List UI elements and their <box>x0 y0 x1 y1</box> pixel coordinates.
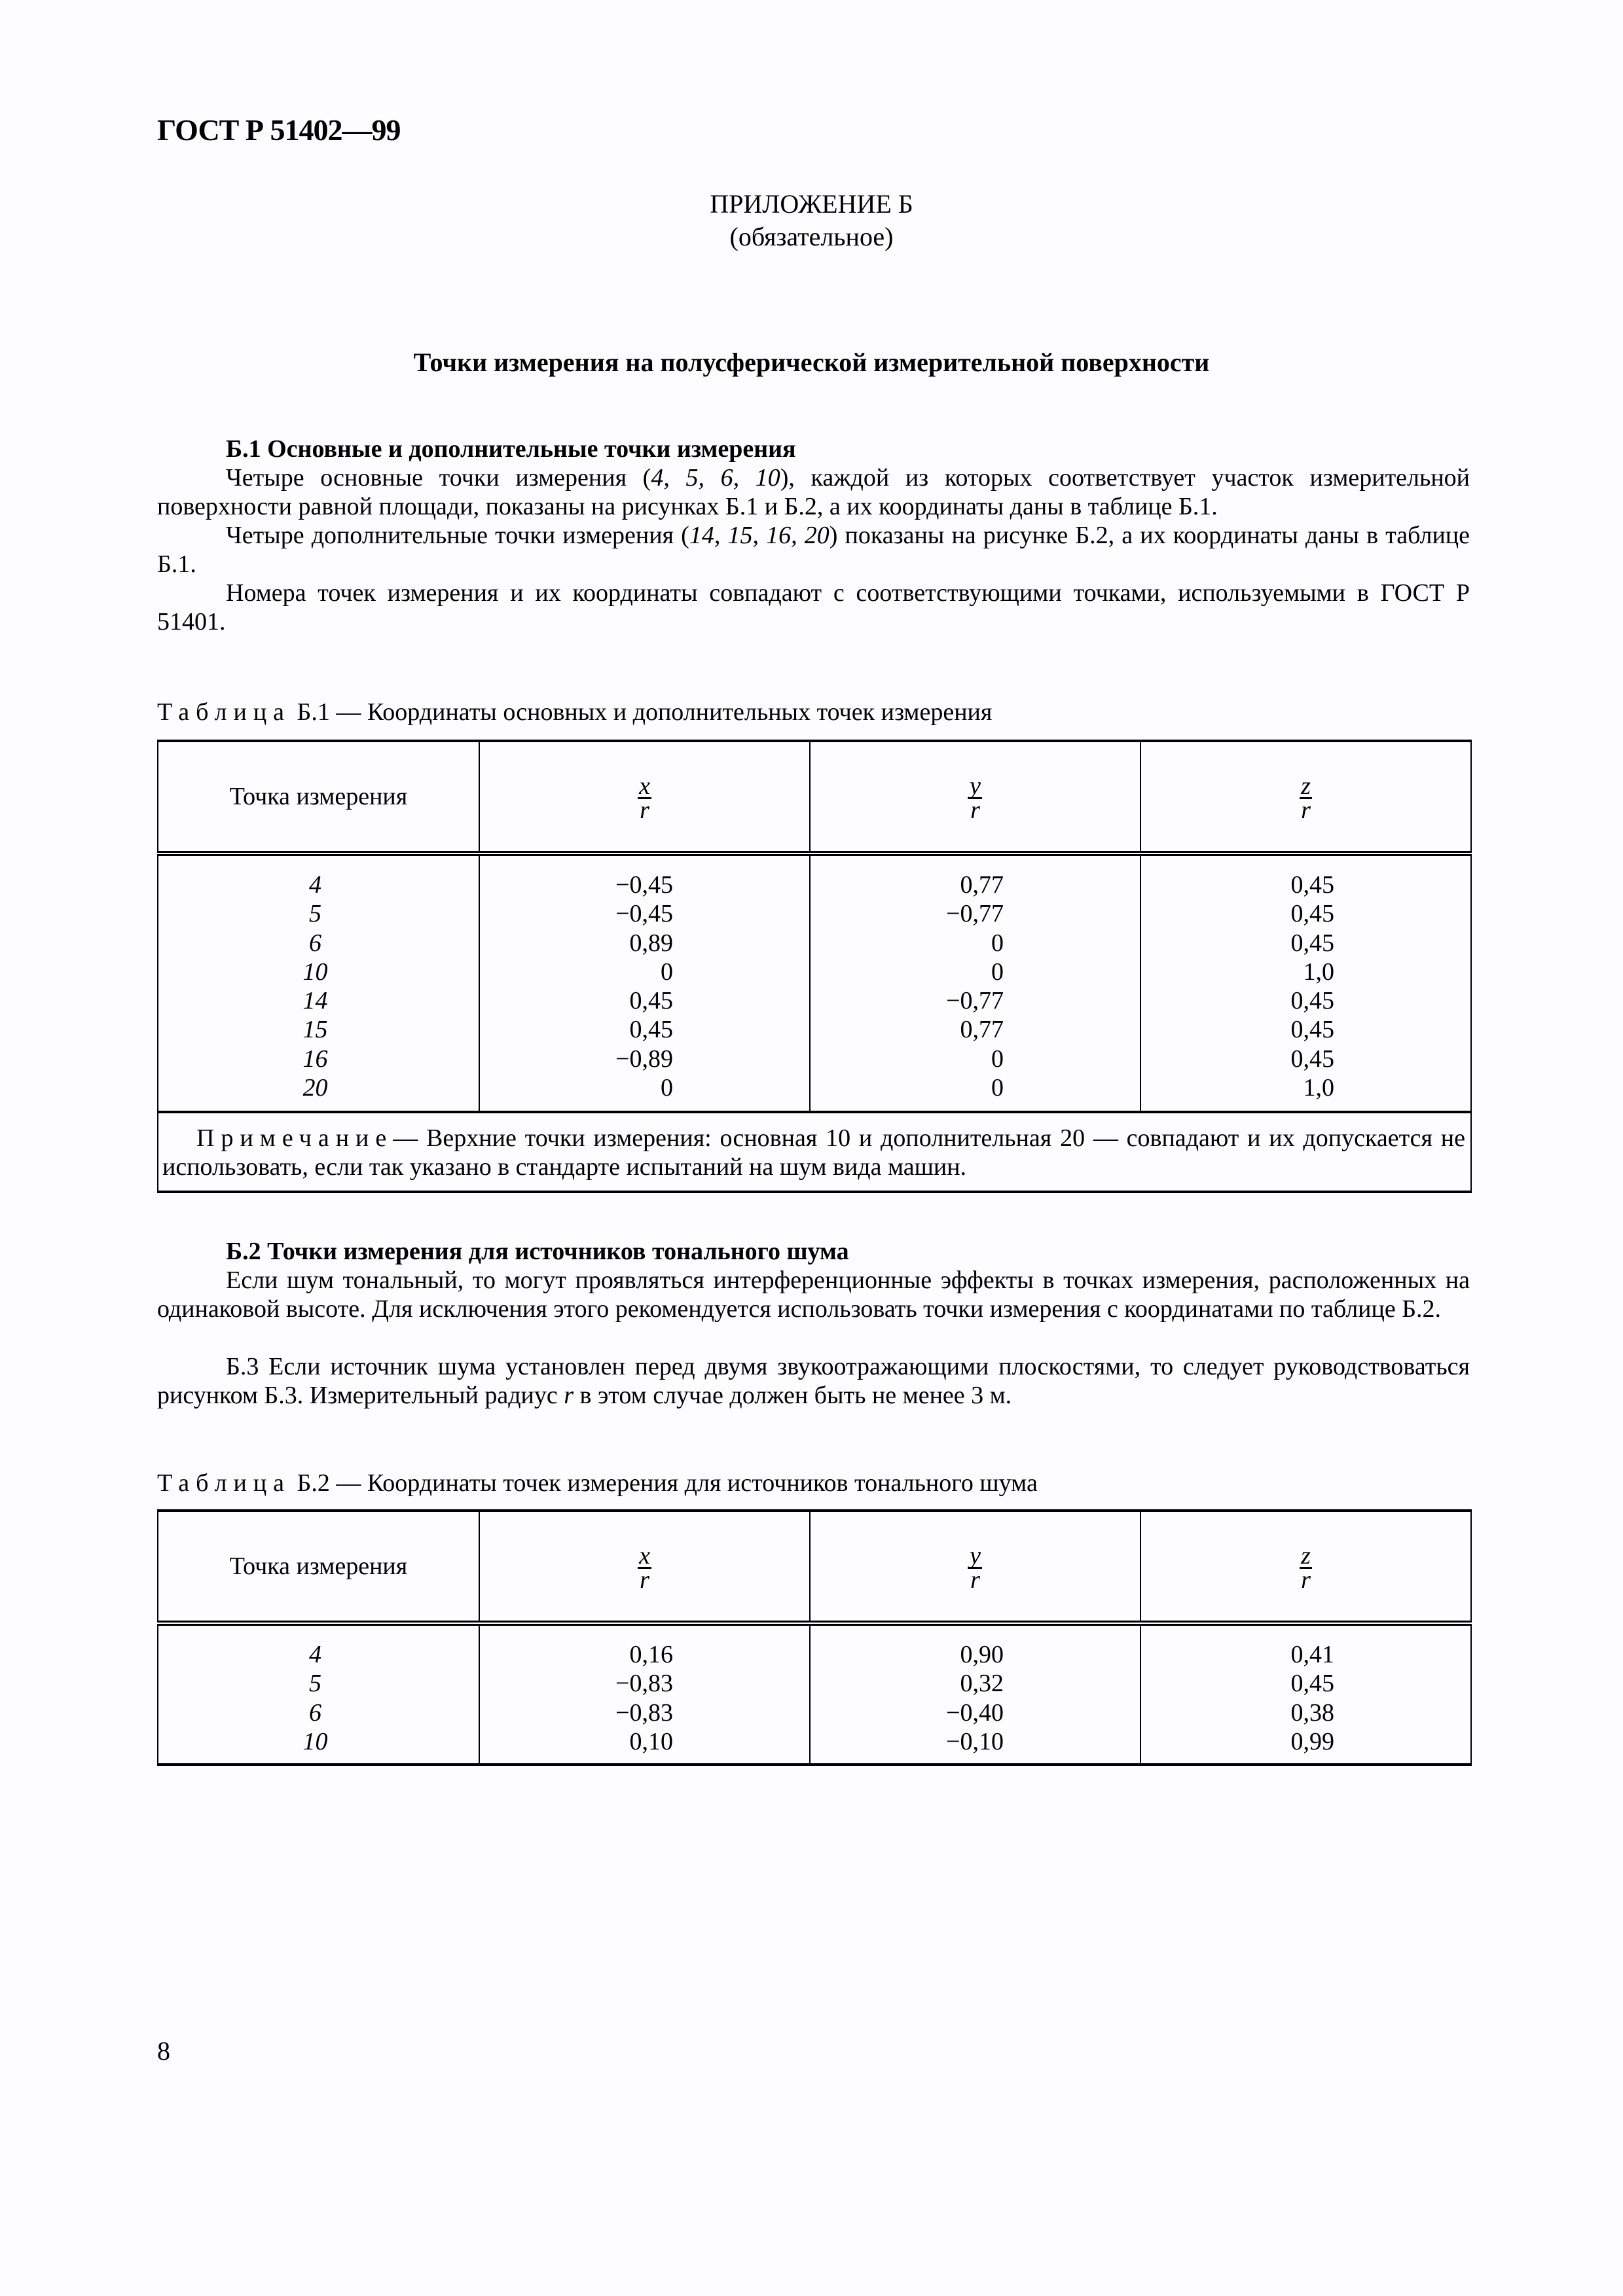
denominator: r <box>640 1566 649 1594</box>
coordinate-y: −0,77 <box>946 900 1004 928</box>
column-y <box>810 853 1140 1112</box>
coordinate-z: 0,45 <box>1290 1045 1334 1073</box>
numerator: z <box>1301 1542 1311 1570</box>
text: Б.3 Если источник шума установлен перед двумя звукоотражающими плоскостями, то следует руководствоваться рисунком Б.3. Измерительный радиус <box>157 1353 1470 1409</box>
column-y <box>810 1623 1140 1765</box>
coordinate-z: 1,0 <box>1303 1074 1334 1102</box>
denominator: r <box>1301 1566 1311 1594</box>
table1-note <box>158 1112 1471 1192</box>
column-header-y-over-r <box>810 741 1140 853</box>
point-number: 4 <box>309 871 321 899</box>
radius-variable: r <box>564 1382 574 1409</box>
coordinate-y: 0,32 <box>960 1670 1004 1698</box>
coordinate-z: 0,45 <box>1290 871 1334 899</box>
point-number: 6 <box>309 1698 321 1727</box>
coordinate-x: −0,45 <box>615 871 673 899</box>
coordinate-y: 0 <box>991 929 1004 957</box>
numerator: x <box>639 772 650 800</box>
coordinate-x: 0,45 <box>629 1016 673 1044</box>
table-body <box>158 1623 1471 1765</box>
column-point <box>158 853 479 1112</box>
point-number: 10 <box>302 958 328 986</box>
column-header-x-over-r <box>479 741 810 853</box>
point-numbers: 14, 15, 16, 20 <box>689 522 830 549</box>
text: ) показаны на рисунке Б.2, а их координаты даны в таблице Б.1. <box>157 522 1470 578</box>
coordinate-z: 0,45 <box>1290 1670 1334 1698</box>
note-label: Примечание <box>196 1124 393 1152</box>
coordinate-x: 0 <box>661 958 673 986</box>
coordinate-y: 0,77 <box>960 1016 1004 1044</box>
coordinate-y: 0 <box>991 958 1004 986</box>
point-number: 5 <box>309 900 321 928</box>
point-number: 5 <box>309 1670 321 1698</box>
numerator: y <box>970 772 981 800</box>
column-header-z-over-r <box>1140 1511 1471 1623</box>
point-number: 20 <box>302 1074 328 1102</box>
point-number: 14 <box>302 987 328 1015</box>
table1 <box>157 740 1472 1193</box>
coordinate-y: 0 <box>991 1074 1004 1102</box>
column-z <box>1140 1623 1471 1765</box>
note-text: — Верхние точки измерения: основная 10 и дополнительная 20 — совпадают и их допускается не использовать, если так указано в стандарте испытаний на шум вида машин. <box>162 1124 1465 1181</box>
section-b1-paragraph-3 <box>157 579 1470 636</box>
coordinate-y: 0 <box>991 1045 1004 1073</box>
text: ), каждой из которых соответствует участок измерительной поверхности равной площади, показаны на рисунках Б.1 и Б.2, а их координаты даны в таблице Б.1. <box>157 464 1470 520</box>
text: Если шум тональный, то могут проявляться интерференционные эффекты в точках измерения, расположенных на одинаковой высоте. Для исключения этого рекомендуется использовать точки измерения с координатами по таблице Б.2. <box>157 1266 1470 1323</box>
column-header-z-over-r <box>1140 741 1471 853</box>
table-label: Таблица <box>157 1469 291 1497</box>
point-number: 16 <box>302 1045 328 1073</box>
coordinate-z: 0,99 <box>1290 1727 1334 1755</box>
coordinate-x: 0 <box>661 1074 673 1102</box>
table-body <box>158 853 1471 1112</box>
coordinate-y: −0,77 <box>946 987 1004 1015</box>
coordinate-x: −0,83 <box>615 1670 673 1698</box>
numerator: y <box>970 1542 981 1570</box>
coordinate-z: 0,45 <box>1290 1016 1334 1044</box>
point-number: 6 <box>309 929 321 957</box>
table2-caption <box>157 1469 1038 1498</box>
point-number: 15 <box>302 1016 328 1044</box>
coordinate-z: 0,38 <box>1290 1698 1334 1727</box>
coordinate-y: −0,40 <box>946 1698 1004 1727</box>
numerator: z <box>1301 772 1311 800</box>
coordinate-x: −0,89 <box>615 1045 673 1073</box>
denominator: r <box>640 797 649 824</box>
point-number: 4 <box>309 1641 321 1668</box>
annex-title: ПРИЛОЖЕНИЕ Б <box>710 189 913 219</box>
column-x <box>479 853 810 1112</box>
text: Четыре основные точки измерения ( <box>226 464 651 492</box>
coordinate-z: 0,45 <box>1290 987 1334 1015</box>
annex-status: (обязательное) <box>729 222 894 251</box>
coordinate-y: −0,10 <box>946 1727 1004 1755</box>
coordinate-y: 0,90 <box>960 1641 1004 1668</box>
column-z <box>1140 853 1471 1112</box>
coordinate-z: 0,45 <box>1290 900 1334 928</box>
section-b1-heading: Б.1 Основные и дополнительные точки измерения <box>226 435 796 463</box>
denominator: r <box>970 1566 980 1594</box>
coordinate-z: 0,45 <box>1290 929 1334 957</box>
column-point <box>158 1623 479 1765</box>
coordinate-x: 0,89 <box>629 929 673 957</box>
coordinate-x: 0,10 <box>629 1727 673 1755</box>
coordinate-x: 0,16 <box>629 1641 673 1668</box>
coordinate-x: −0,45 <box>615 900 673 928</box>
page-number: 8 <box>157 2036 170 2066</box>
section-b1-paragraph-2 <box>157 521 1470 579</box>
coordinate-z: 1,0 <box>1303 958 1334 986</box>
table2 <box>157 1509 1472 1766</box>
numerator: x <box>639 1542 650 1570</box>
table-label: Таблица <box>157 698 291 726</box>
text: Четыре дополнительные точки измерения ( <box>226 522 689 549</box>
column-header-x-over-r <box>479 1511 810 1623</box>
coordinate-x: −0,83 <box>615 1698 673 1727</box>
page-title: Точки измерения на полусферической измерительной поверхности <box>413 348 1210 377</box>
column-header-y-over-r <box>810 1511 1140 1623</box>
section-b1-paragraph-1 <box>157 463 1470 521</box>
denominator: r <box>1301 797 1311 824</box>
text: Номера точек измерения и их координаты совпадают с соответствующими точками, используемыми в ГОСТ Р 51401. <box>157 579 1470 636</box>
section-b2-heading: Б.2 Точки измерения для источников тонального шума <box>226 1238 849 1265</box>
note-cell <box>158 1112 1471 1192</box>
section-b2-paragraph-1 <box>157 1266 1470 1323</box>
coordinate-y: 0,77 <box>960 871 1004 899</box>
text: в этом случае должен быть не менее 3 м. <box>574 1382 1012 1409</box>
table1-caption <box>157 698 992 726</box>
point-numbers: 4, 5, 6, 10 <box>651 464 780 492</box>
coordinate-x: 0,45 <box>629 987 673 1015</box>
coordinate-z: 0,41 <box>1290 1641 1334 1668</box>
point-number: 10 <box>302 1727 328 1755</box>
column-header-point: Точка измерения <box>158 741 479 853</box>
table-caption-text: Б.1 — Координаты основных и дополнительных точек измерения <box>297 698 993 726</box>
column-header-point: Точка измерения <box>158 1511 479 1623</box>
table-caption-text: Б.2 — Координаты точек измерения для источников тонального шума <box>297 1469 1038 1497</box>
column-x <box>479 1623 810 1765</box>
section-b3-paragraph <box>157 1352 1470 1410</box>
denominator: r <box>970 797 980 824</box>
document-code: ГОСТ Р 51402—99 <box>157 113 401 147</box>
